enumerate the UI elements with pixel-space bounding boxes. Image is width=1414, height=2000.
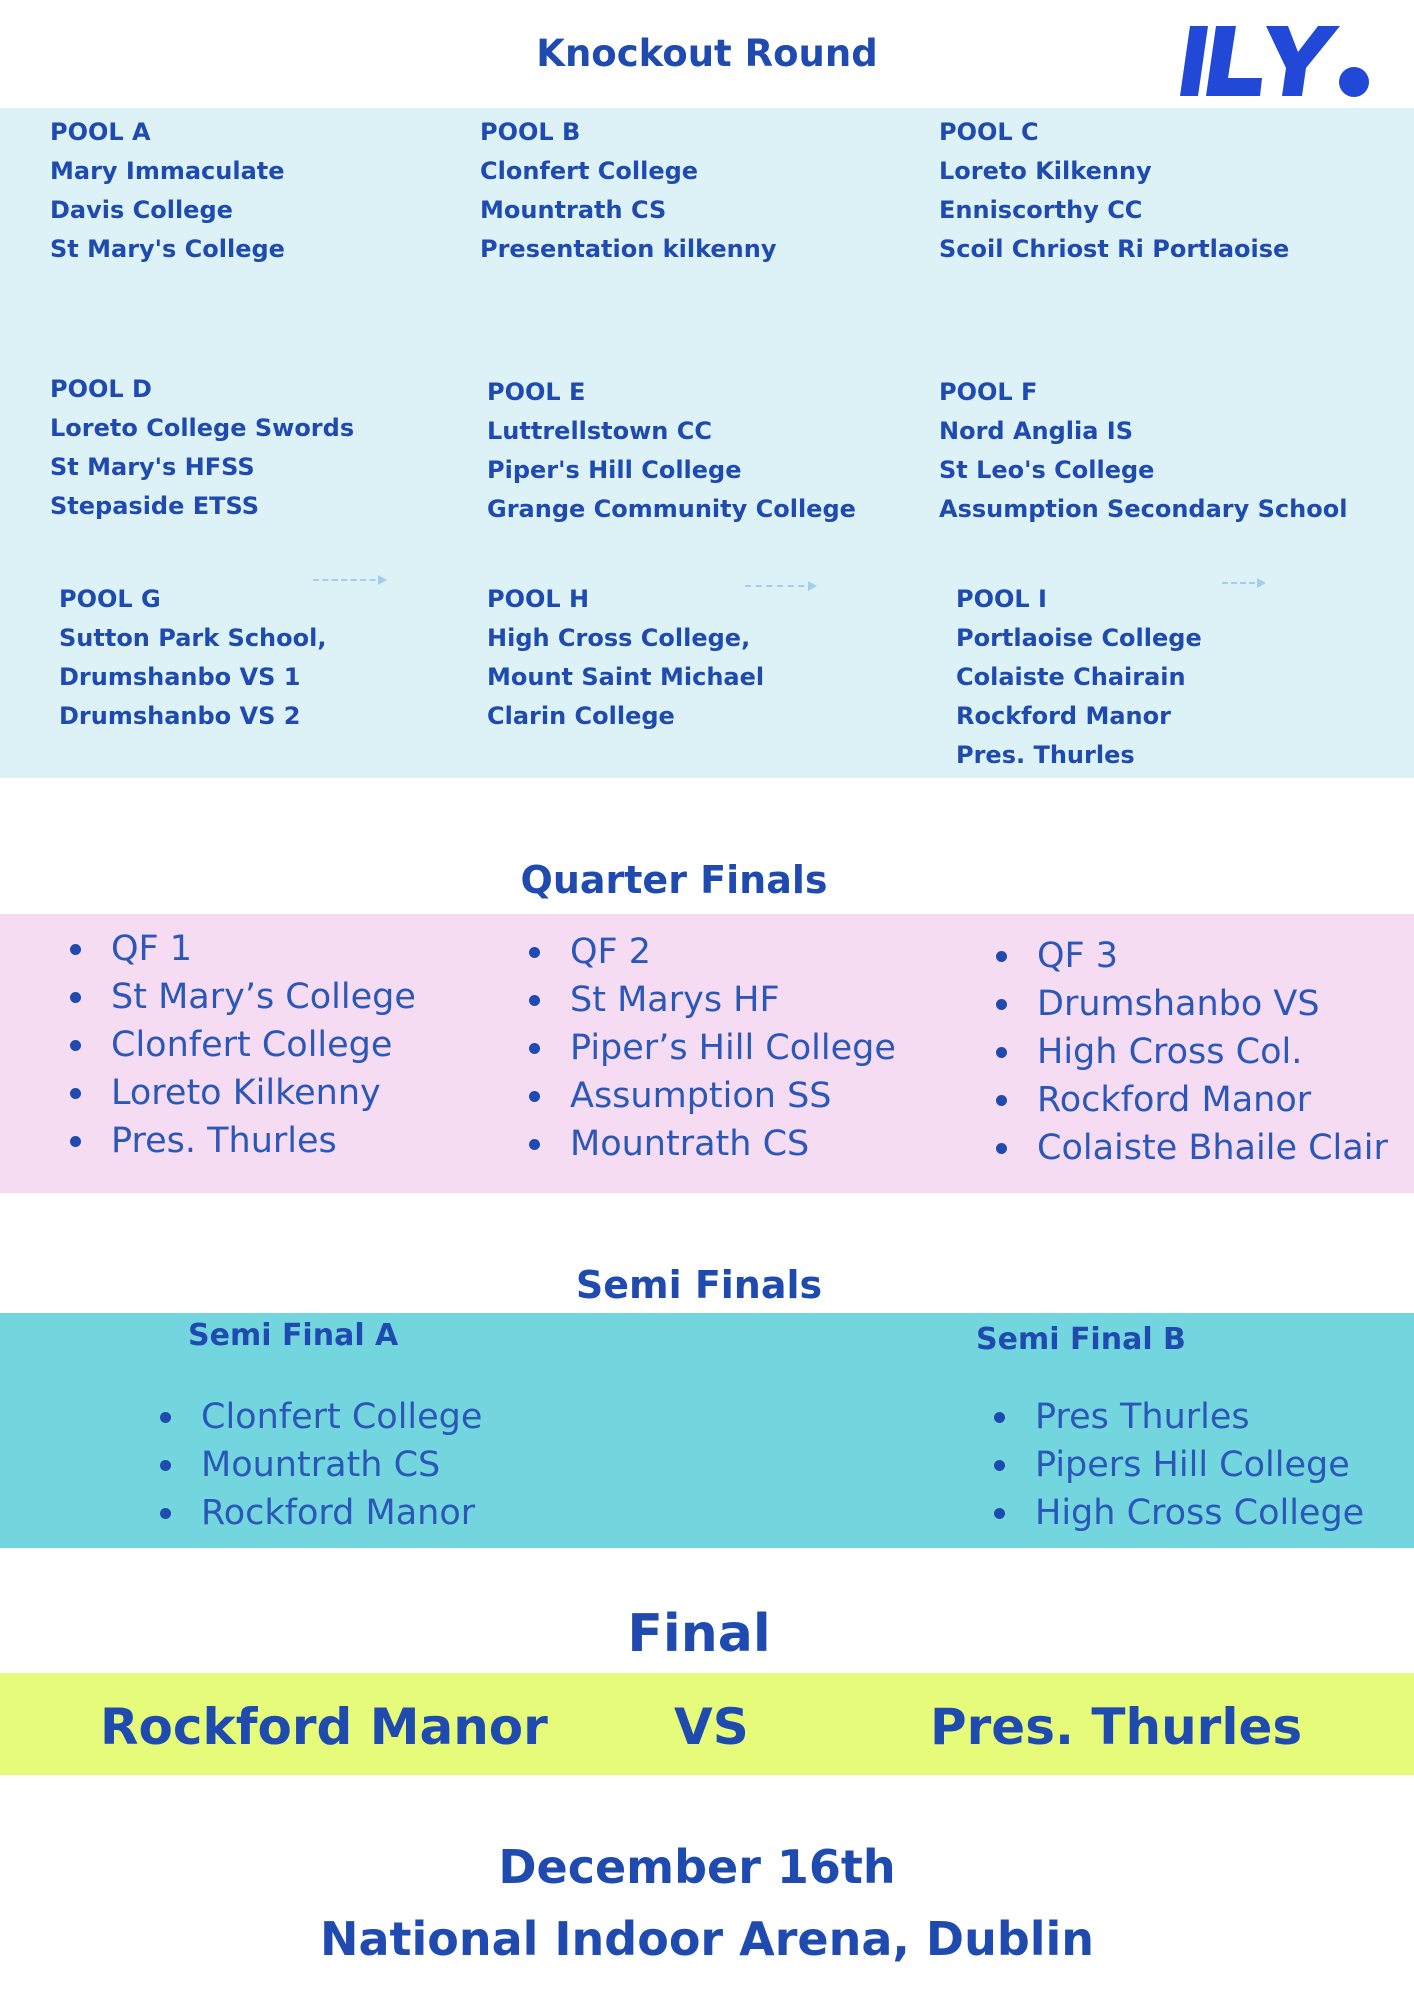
pool-c (939, 113, 1289, 269)
list-item: Pres. Thurles (70, 1117, 416, 1165)
pool-team: St Mary's HFSS (50, 453, 255, 481)
pool-team: Pres. Thurles (956, 741, 1135, 769)
pool-team: Rockford Manor (956, 702, 1171, 730)
dashed-arrow-icon (1222, 582, 1264, 584)
pool-h (487, 580, 764, 736)
pool-g (59, 580, 326, 736)
pool-name: POOL I (956, 585, 1047, 613)
list-item: Loreto Kilkenny (70, 1069, 416, 1117)
list-item: QF 3 (996, 932, 1388, 980)
pool-team: High Cross College, (487, 624, 751, 652)
list-item: High Cross College (994, 1489, 1364, 1537)
list-item: Rockford Manor (996, 1076, 1388, 1124)
semi-final-a-list (160, 1393, 482, 1537)
list-item: Clonfert College (160, 1393, 482, 1441)
pool-name: POOL G (59, 585, 161, 613)
pool-f (939, 373, 1347, 529)
list-item: St Mary’s College (70, 973, 416, 1021)
list-item: Assumption SS (529, 1072, 896, 1120)
list-item: Clonfert College (70, 1021, 416, 1069)
pool-team: Loreto Kilkenny (939, 157, 1152, 185)
list-item: St Marys HF (529, 976, 896, 1024)
final-team-a: Rockford Manor (100, 1698, 548, 1756)
pool-name: POOL E (487, 378, 586, 406)
qf3-list (996, 932, 1388, 1172)
pool-name: POOL H (487, 585, 590, 613)
list-item: Drumshanbo VS (996, 980, 1388, 1028)
pool-team: Mountrath CS (480, 196, 667, 224)
pool-team: Mary Immaculate (50, 157, 285, 185)
final-title: Final (627, 1604, 771, 1664)
semi-final-b-title: Semi Final B (976, 1322, 1186, 1357)
pool-e (487, 373, 856, 529)
list-item: High Cross Col. (996, 1028, 1388, 1076)
quarter-finals-title: Quarter Finals (520, 858, 828, 902)
pool-team: Assumption Secondary School (939, 495, 1348, 523)
pool-name: POOL B (480, 118, 581, 146)
pool-team: Loreto College Swords (50, 414, 355, 442)
pool-team: St Leo's College (939, 456, 1155, 484)
pool-team: Mount Saint Michael (487, 663, 765, 691)
pool-name: POOL D (50, 375, 152, 403)
list-item: Mountrath CS (529, 1120, 896, 1168)
pool-a (50, 113, 285, 269)
pool-team: Drumshanbo VS 1 (59, 663, 301, 691)
pool-team: Luttrellstown CC (487, 417, 712, 445)
pool-team: Clonfert College (480, 157, 699, 185)
semi-final-a-title: Semi Final A (188, 1318, 399, 1353)
pool-team: Presentation kilkenny (480, 235, 777, 263)
pool-d (50, 370, 354, 526)
pool-team: Sutton Park School, (59, 624, 327, 652)
pool-team: Grange Community College (487, 495, 856, 523)
semi-finals-title: Semi Finals (575, 1263, 823, 1307)
qf1-list (70, 925, 416, 1165)
list-item: Mountrath CS (160, 1441, 482, 1489)
pool-name: POOL A (50, 118, 151, 146)
pool-team: Nord Anglia IS (939, 417, 1134, 445)
pool-team: St Mary's College (50, 235, 285, 263)
pool-b (480, 113, 776, 269)
list-item: Pres Thurles (994, 1393, 1364, 1441)
semi-final-b-list (994, 1393, 1364, 1537)
knockout-title: Knockout Round (536, 32, 878, 75)
list-item: Colaiste Bhaile Clair (996, 1124, 1388, 1172)
pool-team: Clarin College (487, 702, 675, 730)
pool-team: Piper's Hill College (487, 456, 742, 484)
list-item: Piper’s Hill College (529, 1024, 896, 1072)
pool-team: Davis College (50, 196, 233, 224)
pool-team: Portlaoise College (956, 624, 1202, 652)
pool-team: Stepaside ETSS (50, 492, 259, 520)
event-date: December 16th (498, 1840, 896, 1894)
qf2-list (529, 928, 896, 1168)
pool-team: Scoil Chriost Ri Portlaoise (939, 235, 1290, 263)
event-venue: National Indoor Arena, Dublin (319, 1912, 1095, 1966)
pool-team: Drumshanbo VS 2 (59, 702, 301, 730)
list-item: Rockford Manor (160, 1489, 482, 1537)
final-team-b: Pres. Thurles (930, 1698, 1303, 1756)
pool-team: Colaiste Chairain (956, 663, 1186, 691)
pool-i (956, 580, 1202, 775)
pool-name: POOL C (939, 118, 1039, 146)
pool-name: POOL F (939, 378, 1038, 406)
list-item: QF 2 (529, 928, 896, 976)
list-item: Pipers Hill College (994, 1441, 1364, 1489)
list-item: QF 1 (70, 925, 416, 973)
pool-team: Enniscorthy CC (939, 196, 1143, 224)
final-vs: VS (674, 1698, 749, 1756)
